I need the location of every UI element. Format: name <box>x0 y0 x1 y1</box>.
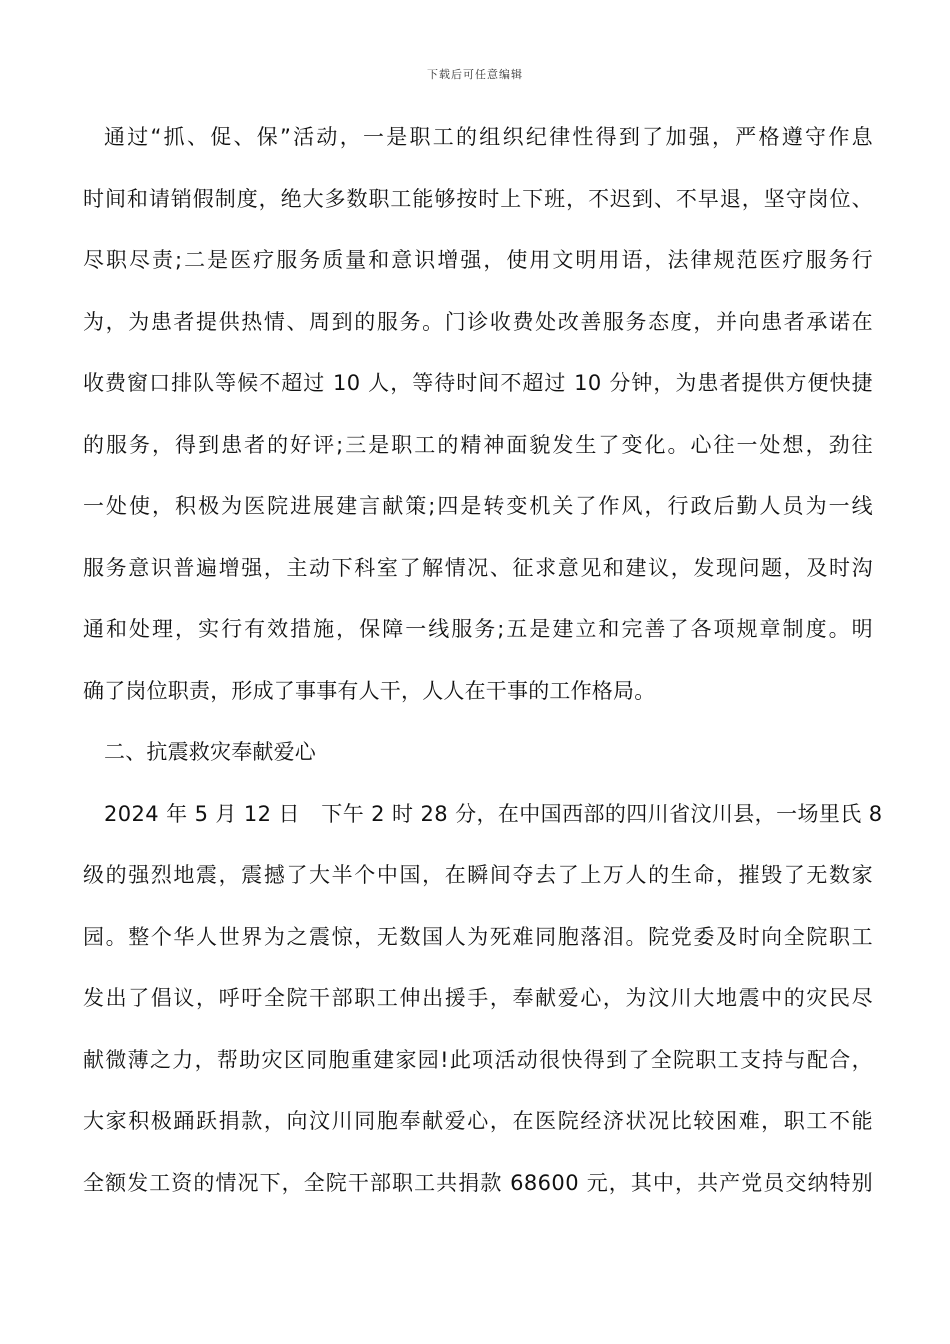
paragraph-line: 大家积极踊跃捐款，向汶川同胞奉献爱心，在医院经济状况比较困难，职工不能 <box>83 1109 873 1133</box>
paragraph-line: 为，为患者提供热情、周到的服务。门诊收费处改善服务态度，并向患者承诺在 <box>83 309 873 334</box>
paragraph-line: 尽职尽责;二是医疗服务质量和意识增强，使用文明用语，法律规范医疗服务行 <box>83 248 873 272</box>
paragraph-line: 级的强烈地震，震撼了大半个中国，在瞬间夺去了上万人的生命，摧毁了无数家 <box>83 863 873 887</box>
paragraph-line: 确了岗位职责，形成了事事有人干，人人在干事的工作格局。 <box>83 678 656 703</box>
paragraph-line: 的服务，得到患者的好评;三是职工的精神面貌发生了变化。心往一处想，劲往 <box>83 432 873 457</box>
paragraph-line: 时间和请销假制度，绝大多数职工能够按时上下班，不迟到、不早退，坚守岗位、 <box>83 186 873 211</box>
paragraph-line: 园。整个华人世界为之震惊，无数国人为死难同胞落泪。院党委及时向全院职工 <box>83 924 873 949</box>
page-header: 下载后可任意编辑 <box>427 68 523 81</box>
paragraph-line: 服务意识普遍增强，主动下科室了解情况、征求意见和建议，发现问题，及时沟 <box>83 555 873 580</box>
section-heading: 二、抗震救灾奉献爱心 <box>104 740 316 764</box>
paragraph-line: 全额发工资的情况下，全院干部职工共捐款 68600 元，其中，共产党员交纳特别 <box>83 1170 873 1195</box>
paragraph-line: 收费窗口排队等候不超过 10 人，等待时间不超过 10 分钟，为患者提供方便快捷 <box>83 371 873 395</box>
paragraph-line: 发出了倡议，呼吁全院干部职工伸出援手，奉献爱心，为汶川大地震中的灾民尽 <box>83 986 873 1010</box>
paragraph-line: 通过“抓、促、保”活动，一是职工的组织纪律性得到了加强，严格遵守作息 <box>104 125 873 149</box>
paragraph-line: 一处使，积极为医院进展建言献策;四是转变机关了作风，行政后勤人员为一线 <box>83 494 873 518</box>
document-body <box>83 116 883 1223</box>
paragraph-line: 2024 年 5 月 12 日 下午 2 时 28 分，在中国西部的四川省汶川县，一场里氏 8 <box>104 801 883 826</box>
paragraph-line: 通和处理，实行有效措施，保障一线服务;五是建立和完善了各项规章制度。明 <box>83 617 873 641</box>
paragraph-line: 献微薄之力，帮助灾区同胞重建家园!此项活动很快得到了全院职工支持与配合， <box>83 1047 873 1072</box>
